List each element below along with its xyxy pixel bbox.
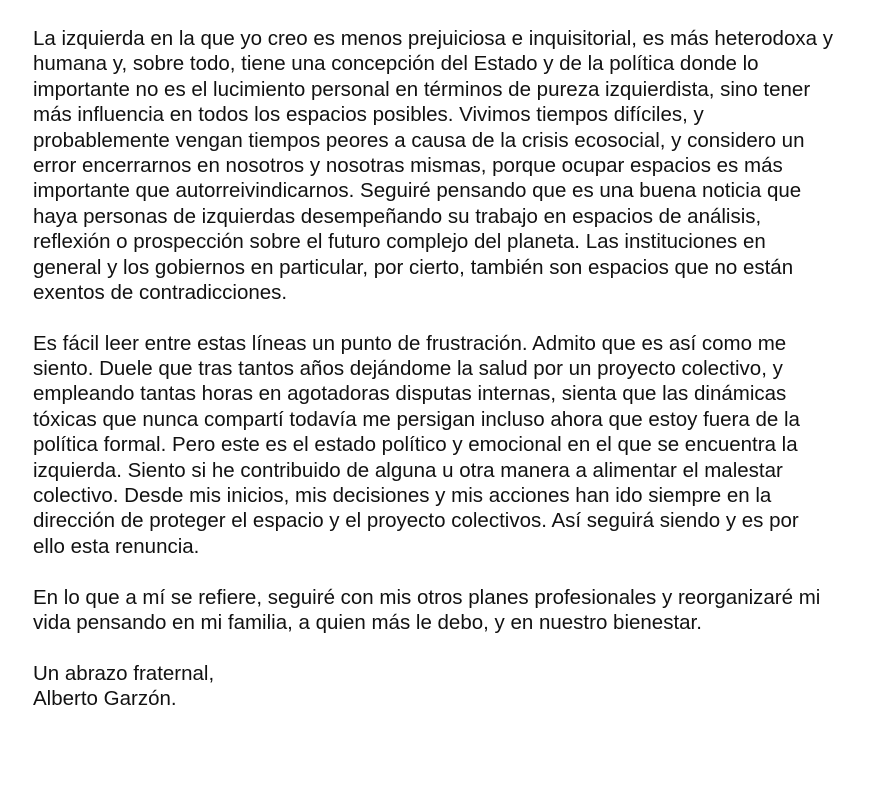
paragraph-line: tóxicas que nunca compartí todavía me persigan incluso ahora que estoy fuera de la	[33, 407, 800, 431]
closing-block	[33, 661, 869, 712]
paragraph-line: exentos de contradicciones.	[33, 280, 288, 304]
paragraph-line: empleando tantas horas en agotadoras disputas internas, sienta que las dinámicas	[33, 382, 787, 406]
paragraph-line: En lo que a mí se refiere, seguiré con mis otros planes profesionales y reorganizaré mi	[33, 585, 821, 609]
paragraph-line: general y los gobiernos en particular, por cierto, también son espacios que no están	[33, 255, 794, 279]
paragraph-line: error encerrarnos en nosotros y nosotras mismas, porque ocupar espacios es más	[33, 153, 783, 177]
paragraph-line: más influencia en todos los espacios posibles. Vivimos tiempos difíciles, y	[33, 103, 704, 127]
paragraph-line: probablemente vengan tiempos peores a causa de la crisis ecosocial, y considero un	[33, 128, 805, 152]
paragraph-3	[33, 585, 869, 636]
paragraph-line: haya personas de izquierdas desempeñando su trabajo en espacios de análisis,	[33, 204, 762, 228]
paragraph-line: ello esta renuncia.	[33, 534, 200, 558]
closing-salutation: Un abrazo fraternal,	[33, 661, 215, 685]
paragraph-line: izquierda. Siento si he contribuido de alguna u otra manera a alimentar el malestar	[33, 458, 783, 482]
paragraph-line: reflexión o prospección sobre el futuro complejo del planeta. Las instituciones en	[33, 230, 766, 254]
paragraph-line: colectivo. Desde mis inicios, mis decisiones y mis acciones han ido siempre en la	[33, 484, 772, 508]
paragraph-line: política formal. Pero este es el estado político y emocional en el que se encuentra la	[33, 433, 798, 457]
paragraph-line: La izquierda en la que yo creo es menos prejuiciosa e inquisitorial, es más heterodoxa y	[33, 27, 833, 50]
paragraph-line: humana y, sobre todo, tiene una concepción del Estado y de la política donde lo	[33, 52, 759, 76]
paragraph-line: dirección de proteger el espacio y el proyecto colectivos. Así seguirá siendo y es por	[33, 509, 799, 533]
paragraph-2	[33, 331, 869, 560]
paragraph-line: importante no es el lucimiento personal en términos de pureza izquierdista, sino tener	[33, 77, 811, 101]
paragraph-line: importante que autorreivindicarnos. Seguiré pensando que es una buena noticia que	[33, 179, 802, 203]
signature: Alberto Garzón.	[33, 687, 177, 711]
paragraph-line: siento. Duele que tras tantos años dejándome la salud por un proyecto colectivo, y	[33, 357, 783, 381]
paragraph-line: Es fácil leer entre estas líneas un punto de frustración. Admito que es así como me	[33, 331, 787, 355]
paragraph-1	[33, 26, 869, 305]
paragraph-line: vida pensando en mi familia, a quien más le debo, y en nuestro bienestar.	[33, 610, 702, 634]
